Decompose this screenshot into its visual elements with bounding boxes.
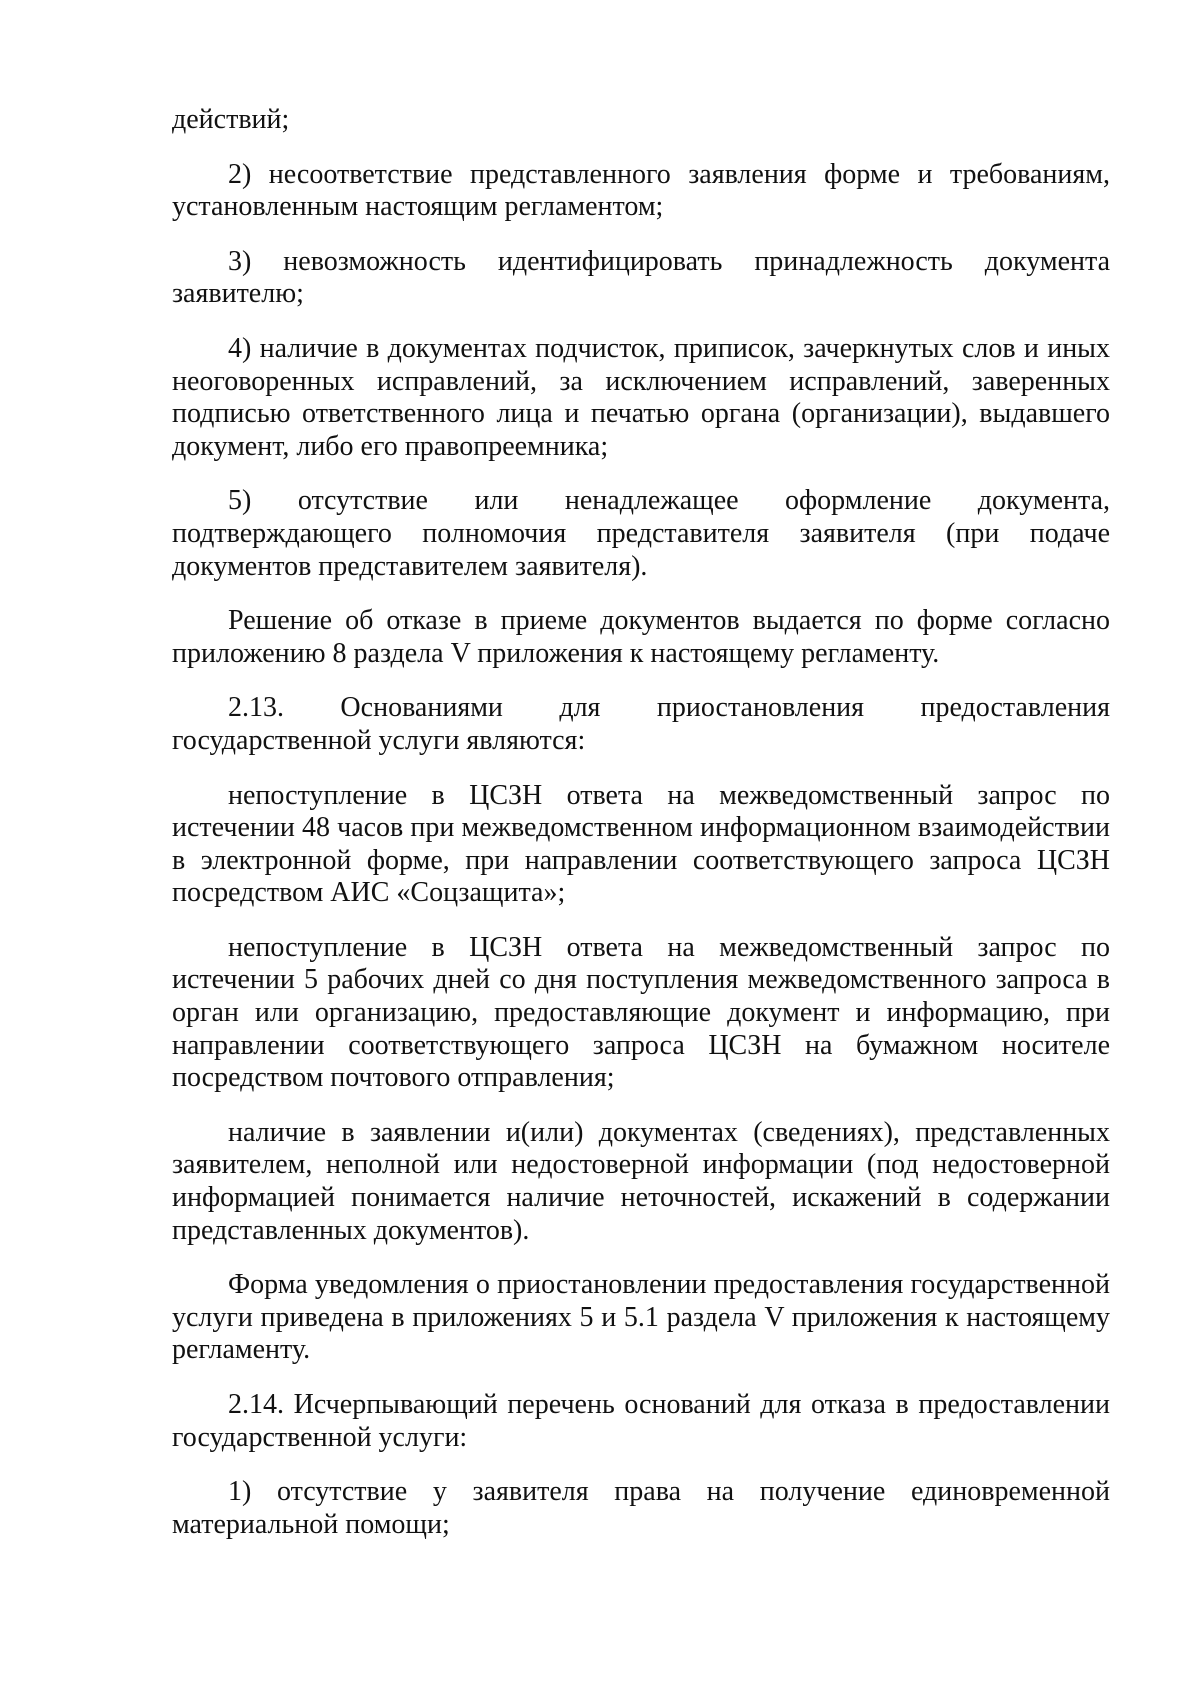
paragraph-item-2: 2) несоответствие представленного заявления форме и требованиям, установленным настоящим регламентом; (172, 158, 1110, 223)
paragraph-item-3: 3) невозможность идентифицировать принадлежность документа заявителю; (172, 245, 1110, 310)
paragraph-continuation: действий; (172, 104, 290, 135)
paragraph-section-2-14: 2.14. Исчерпывающий перечень оснований для отказа в предоставлении государственной услуги: (172, 1389, 1110, 1453)
paragraph-ground-paper: непоступление в ЦСЗН ответа на межведомственный запрос по истечении 5 рабочих дней со дня поступления межведомственного запроса в орган или организацию, предоставляющие документ и информацию, при направлении соответствующего запроса ЦСЗН на бумажном носителе посредством почтового отправления; (172, 931, 1110, 1094)
paragraph-item-4: 4) наличие в документах подчисток, приписок, зачеркнутых слов и иных неоговоренных исправлений, за исключением исправлений, заверенных подписью ответственного лица и печатью органа (организации), выдавшего документ, либо его правопреемника; (172, 332, 1110, 462)
paragraph-section-2-13: 2.13. Основаниями для приостановления предоставления государственной услуги являются: (172, 692, 1110, 756)
paragraph-item-5: 5) отсутствие или ненадлежащее оформление документа, подтверждающего полномочия представителя заявителя (при подаче документов представителем заявителя). (172, 485, 1110, 582)
paragraph-refusal-decision: Решение об отказе в приеме документов выдается по форме согласно приложению 8 раздела V приложения к настоящему регламенту. (172, 605, 1110, 669)
paragraph-ground-inaccurate-info: наличие в заявлении и(или) документах (сведениях), представленных заявителем, неполной или недостоверной информации (под недостоверной информацией понимается наличие неточностей, искажений в содержании представленных документов). (172, 1116, 1110, 1246)
paragraph-refusal-item-1: 1) отсутствие у заявителя права на получение единовременной материальной помощи; (172, 1476, 1110, 1540)
paragraph-suspension-notice-form: Форма уведомления о приостановлении предоставления государственной услуги приведена в приложениях 5 и 5.1 раздела V приложения к настоящему регламенту. (172, 1269, 1110, 1366)
paragraph-ground-electronic: непоступление в ЦСЗН ответа на межведомственный запрос по истечении 48 часов при межведомственном информационном взаимодействии в электронной форме, при направлении соответствующего запроса ЦСЗН посредством АИС «Соцзащита»; (172, 779, 1110, 909)
